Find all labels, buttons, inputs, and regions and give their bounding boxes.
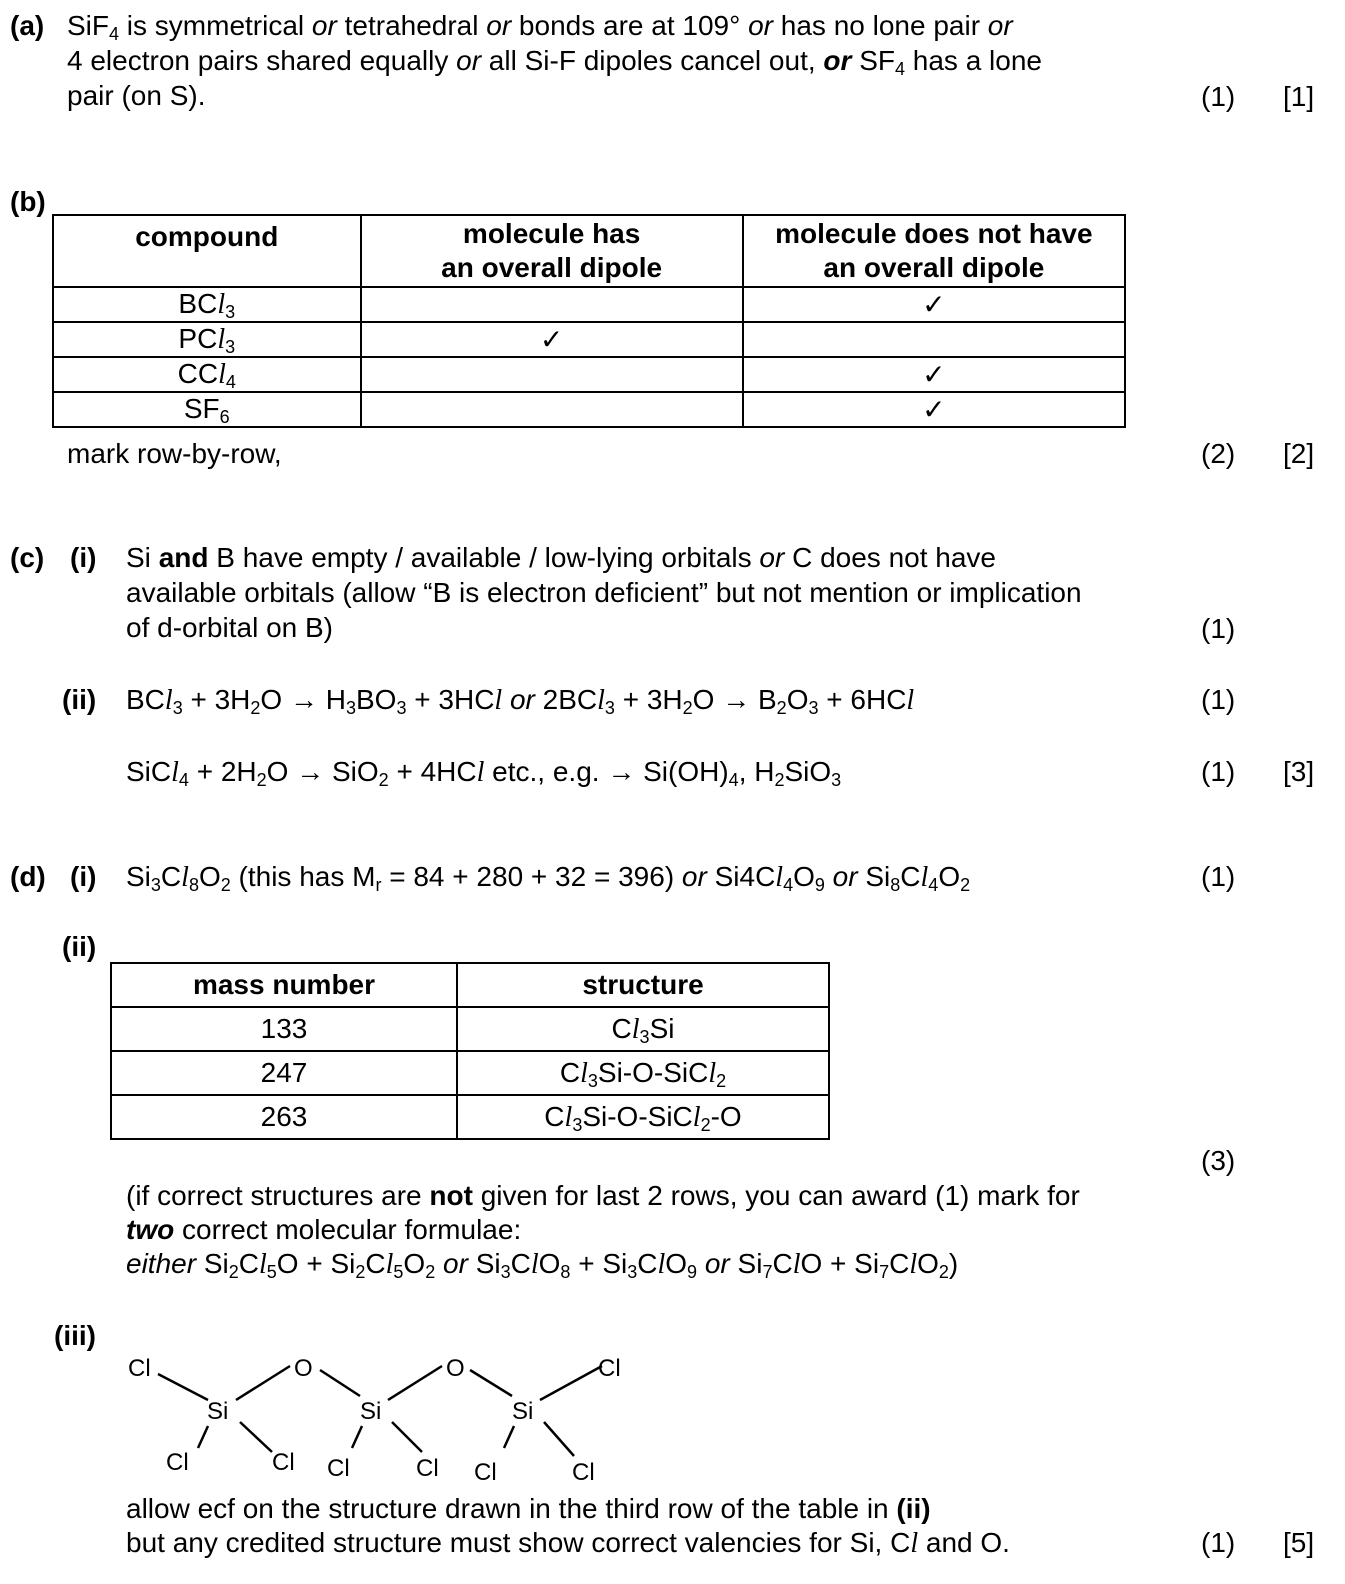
table-row: [53, 392, 1125, 427]
atom-si: Si: [512, 1398, 534, 1425]
atom-cl: Cl: [327, 1455, 350, 1482]
part-d-iii-line-1: allow ecf on the structure drawn in the third row of the table in (ii): [126, 1493, 931, 1524]
part-c-ii-equation-2: SiCl$_4$ + $2H_2O \to SiO_2 + 4HCl$ etc., e.g. → $Si(OH)_4$, $H_2SiO_3$: [126, 756, 842, 790]
part-c-ii-mark-2: (1): [1201, 756, 1236, 787]
part-c-i-mark: (1): [1201, 613, 1236, 644]
compound-cell: CCl$_4$: [53, 357, 361, 392]
part-a-total: [1]: [1283, 81, 1315, 112]
atom-cl: Cl: [598, 1355, 621, 1382]
part-c-i-label: (i): [70, 542, 97, 573]
part-d-total: [5]: [1283, 1527, 1315, 1558]
col-header-compound: compound: [53, 215, 361, 287]
part-b-total: [2]: [1283, 438, 1315, 469]
no-dipole-cell: ✓: [743, 287, 1125, 322]
part-c-ii-label: (ii): [62, 684, 97, 715]
part-a-mark: (1): [1201, 81, 1236, 112]
part-d-iii-label: (iii): [54, 1320, 96, 1351]
compound-cell: BCl$_3$: [53, 287, 361, 322]
part-d-iii-mark: (1): [1201, 1527, 1236, 1558]
table-row: [111, 1051, 829, 1095]
no-dipole-cell: ✓: [743, 392, 1125, 427]
col-header-mass-number: mass number: [111, 963, 457, 1007]
no-dipole-cell: [743, 322, 1125, 357]
atom-cl: Cl: [272, 1449, 295, 1476]
part-b-mark: (2): [1201, 438, 1236, 469]
part-d-iii-line-2: but any credited structure must show correct valencies for Si, Cl and O.: [126, 1527, 1010, 1559]
trisiloxane-structure-diagram: [120, 1348, 640, 1488]
atom-cl: Cl: [474, 1459, 497, 1486]
structure-cell: $Cl_3Si$: [457, 1007, 829, 1051]
part-a-line-2: 4 electron pairs shared equally or all Si-F dipoles cancel out, or $SF_4$ has a lone: [67, 45, 1042, 79]
part-c-total: [3]: [1283, 756, 1315, 787]
compound-cell: $SF_6$: [53, 392, 361, 427]
atom-cl: Cl: [572, 1459, 595, 1486]
table-row: [111, 1095, 829, 1139]
atom-si: Si: [207, 1398, 229, 1425]
mass-cell: 133: [111, 1007, 457, 1051]
part-b-note: mark row-by-row,: [67, 438, 282, 469]
atom-o: O: [446, 1355, 465, 1382]
col-header-has-dipole: molecule has an overall dipole: [361, 215, 743, 287]
part-a-label: (a): [10, 10, 45, 41]
part-c-ii-mark-1: (1): [1201, 684, 1236, 715]
structure-cell: $Cl_3Si-O-SiCl_2-O$: [457, 1095, 829, 1139]
table-row: [53, 322, 1125, 357]
part-b-label: (b): [10, 186, 46, 217]
part-d-i-label: (i): [70, 861, 97, 892]
atom-si: Si: [360, 1398, 382, 1425]
has-dipole-cell: ✓: [361, 322, 743, 357]
has-dipole-cell: [361, 287, 743, 322]
atom-cl: Cl: [416, 1455, 439, 1482]
no-dipole-cell: ✓: [743, 357, 1125, 392]
part-d-ii-note-2: two correct molecular formulae:: [126, 1214, 522, 1245]
part-a-line-3: pair (on S).: [67, 80, 206, 111]
atom-cl: Cl: [128, 1355, 151, 1382]
col-header-no-dipole: molecule does not have an overall dipole: [743, 215, 1125, 287]
part-d-ii-note-3: either $Si_2Cl_5O + Si_2Cl_5O_2$ or $Si_3ClO_8 + Si_3ClO_9$ or $Si_7ClO + Si_7ClO_2$): [126, 1248, 959, 1282]
part-c-i-line-3: of d-orbital on B): [126, 612, 333, 643]
part-d-ii-label: (ii): [62, 931, 97, 962]
part-d-ii-mark: (3): [1201, 1145, 1236, 1176]
table-row: [53, 287, 1125, 322]
atom-o: O: [294, 1355, 313, 1382]
has-dipole-cell: [361, 357, 743, 392]
part-d-i-text: $Si_3Cl_8O_2$ (this has $M_r = 84 + 280 + 32 = 396$) or $Si4Cl_4O_9$ or $Si_8Cl_4O_2$: [126, 861, 971, 895]
mass-structure-table: [110, 962, 830, 1140]
part-c-i-line-2: available orbitals (allow “B is electron deficient” but not mention or implication: [126, 577, 1082, 608]
table-row: [53, 357, 1125, 392]
mass-cell: 263: [111, 1095, 457, 1139]
col-header-structure: structure: [457, 963, 829, 1007]
part-d-label: (d): [10, 861, 46, 892]
part-c-label: (c): [10, 542, 45, 573]
has-dipole-cell: [361, 392, 743, 427]
atom-cl: Cl: [166, 1449, 189, 1476]
part-c-ii-equation-1: $BCl_3 + 3H_2O \to H_3BO_3 + 3HCl$ or $2BCl_3 + 3H_2O \to B_2O_3 + 6HCl$: [126, 684, 915, 718]
part-a-line-1: SiF$_4$ is symmetrical or tetrahedral or bonds are at 109° or has no lone pair or: [67, 10, 1013, 44]
part-c-i-line-1: Si and B have empty / available / low-lying orbitals or C does not have: [126, 542, 996, 573]
structure-cell: $Cl_3Si-O-SiCl_2$: [457, 1051, 829, 1095]
dipole-table: [52, 214, 1126, 428]
mass-cell: 247: [111, 1051, 457, 1095]
compound-cell: PCl$_3$: [53, 322, 361, 357]
part-d-ii-note-1: (if correct structures are not given for last 2 rows, you can award (1) mark for: [126, 1180, 1080, 1211]
part-d-i-mark: (1): [1201, 861, 1236, 892]
table-row: [111, 1007, 829, 1051]
